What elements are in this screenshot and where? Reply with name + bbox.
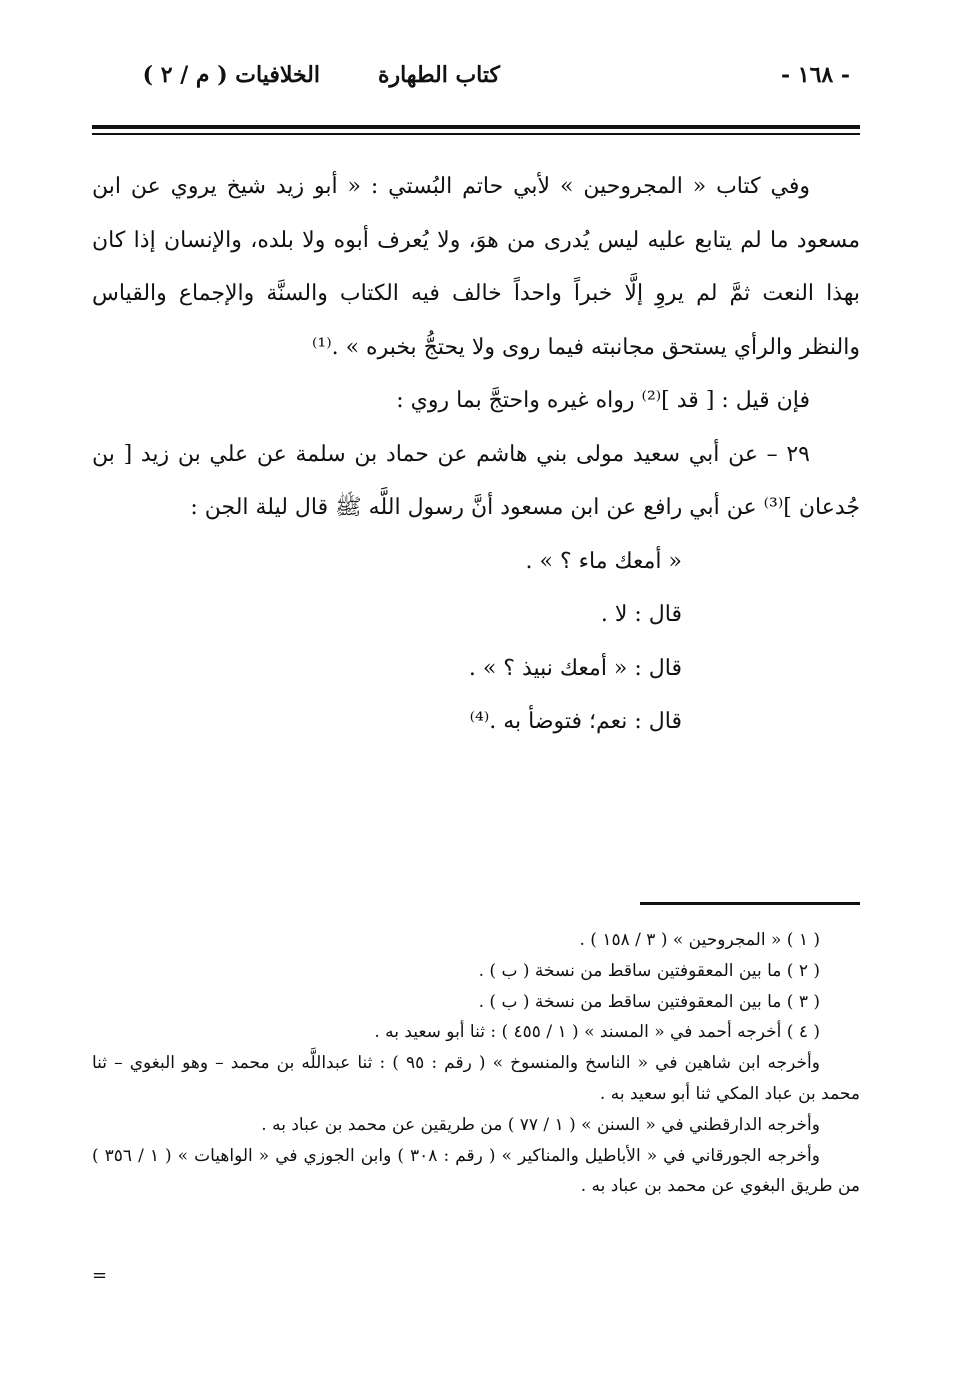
footnote-4-ibn-shahin: وأخرجه ابن شاهين في « الناسخ والمنسوخ » ( رقم : ٩٥ ) : ثنا عبداللَّه بن محمد – وهو البغوي – ثنا محمد بن عباد المكي ثنا أبو سعيد به . [92, 1053, 860, 1104]
header-rule-top [92, 125, 860, 129]
running-header [92, 58, 860, 98]
footnote-4: ( ٤ ) أخرجه أحمد في « المسند » ( ١ / ٤٥٥ ) : ثنا أبو سعيد به . [374, 1022, 820, 1043]
paragraph-hadith-29: ٢٩ – عن أبي سعيد مولى بني هاشم عن حماد بن سلمة عن علي بن زيد [ بن جُدعان ]⁽³⁾ عن أبي رافع عن ابن مسعود أنَّ رسول اللَّه ﷺ قال ليلة الجن : [92, 441, 860, 520]
section-title: الخلافيات ( م / ٢ ) [142, 62, 320, 88]
page-number: - ١٦٨ - [780, 62, 850, 88]
dialogue-line-2: قال : لا . [600, 602, 682, 627]
paragraph-objection: فإن قيل : [ قد ]⁽²⁾ رواه غيره واحتجَّ بما روي : [396, 388, 810, 413]
footnote-1: ( ١ ) « المجروحين » ( ٣ / ١٥٨ ) . [579, 930, 820, 950]
book-title: كتاب الطهارة [377, 62, 500, 88]
footnotes [92, 925, 860, 1202]
footnote-4-daraqutni: وأخرجه الدارقطني في « السنن » ( ١ / ٧٧ ) من طريقين عن محمد بن عباد به . [261, 1114, 820, 1135]
continuation-mark: = [92, 1265, 108, 1286]
footnote-2: ( ٢ ) ما بين المعقوفتين ساقط من نسخة ( ب ) . [478, 960, 820, 981]
footnote-separator [640, 902, 860, 905]
main-text [92, 160, 860, 749]
dialogue-line-3: قال : « أمعك نبيذ ؟ » . [468, 655, 682, 681]
paragraph-majruhin: وفي كتاب « المجروحين » لأبي حاتم البُستي : « أبو زيد شيخ يروي عن ابن مسعود ما لم يتابع عليه ليس يُدرى من هوَ، ولا يُعرف أبوه ولا بلده، والإنسان إذا كان بهذا النعت ثمَّ لم يروِ إلَّا خبراً واحداً خالف فيه الكتاب والسنَّة والإجماع والقياس والنظر والرأي يستحق مجانبته فيما روى ولا يحتجُّ بخبره » .⁽¹⁾ [92, 174, 860, 360]
dialogue-line-4: قال : نعم؛ فتوضأ به .⁽⁴⁾ [469, 709, 682, 734]
footnote-3: ( ٣ ) ما بين المعقوفتين ساقط من نسخة ( ب ) . [478, 991, 820, 1012]
dialogue-line-1: « أمعك ماء ؟ » . [525, 548, 682, 574]
header-rule-bottom [92, 133, 860, 135]
footnote-4-jawraqani: وأخرجه الجورقاني في « الأباطيل والمناكير » ( رقم : ٣٠٨ ) وابن الجوزي في « الواهيات » ( ١ / ٣٥٦ ) من طريق البغوي عن محمد بن عباد به . [92, 1145, 860, 1197]
